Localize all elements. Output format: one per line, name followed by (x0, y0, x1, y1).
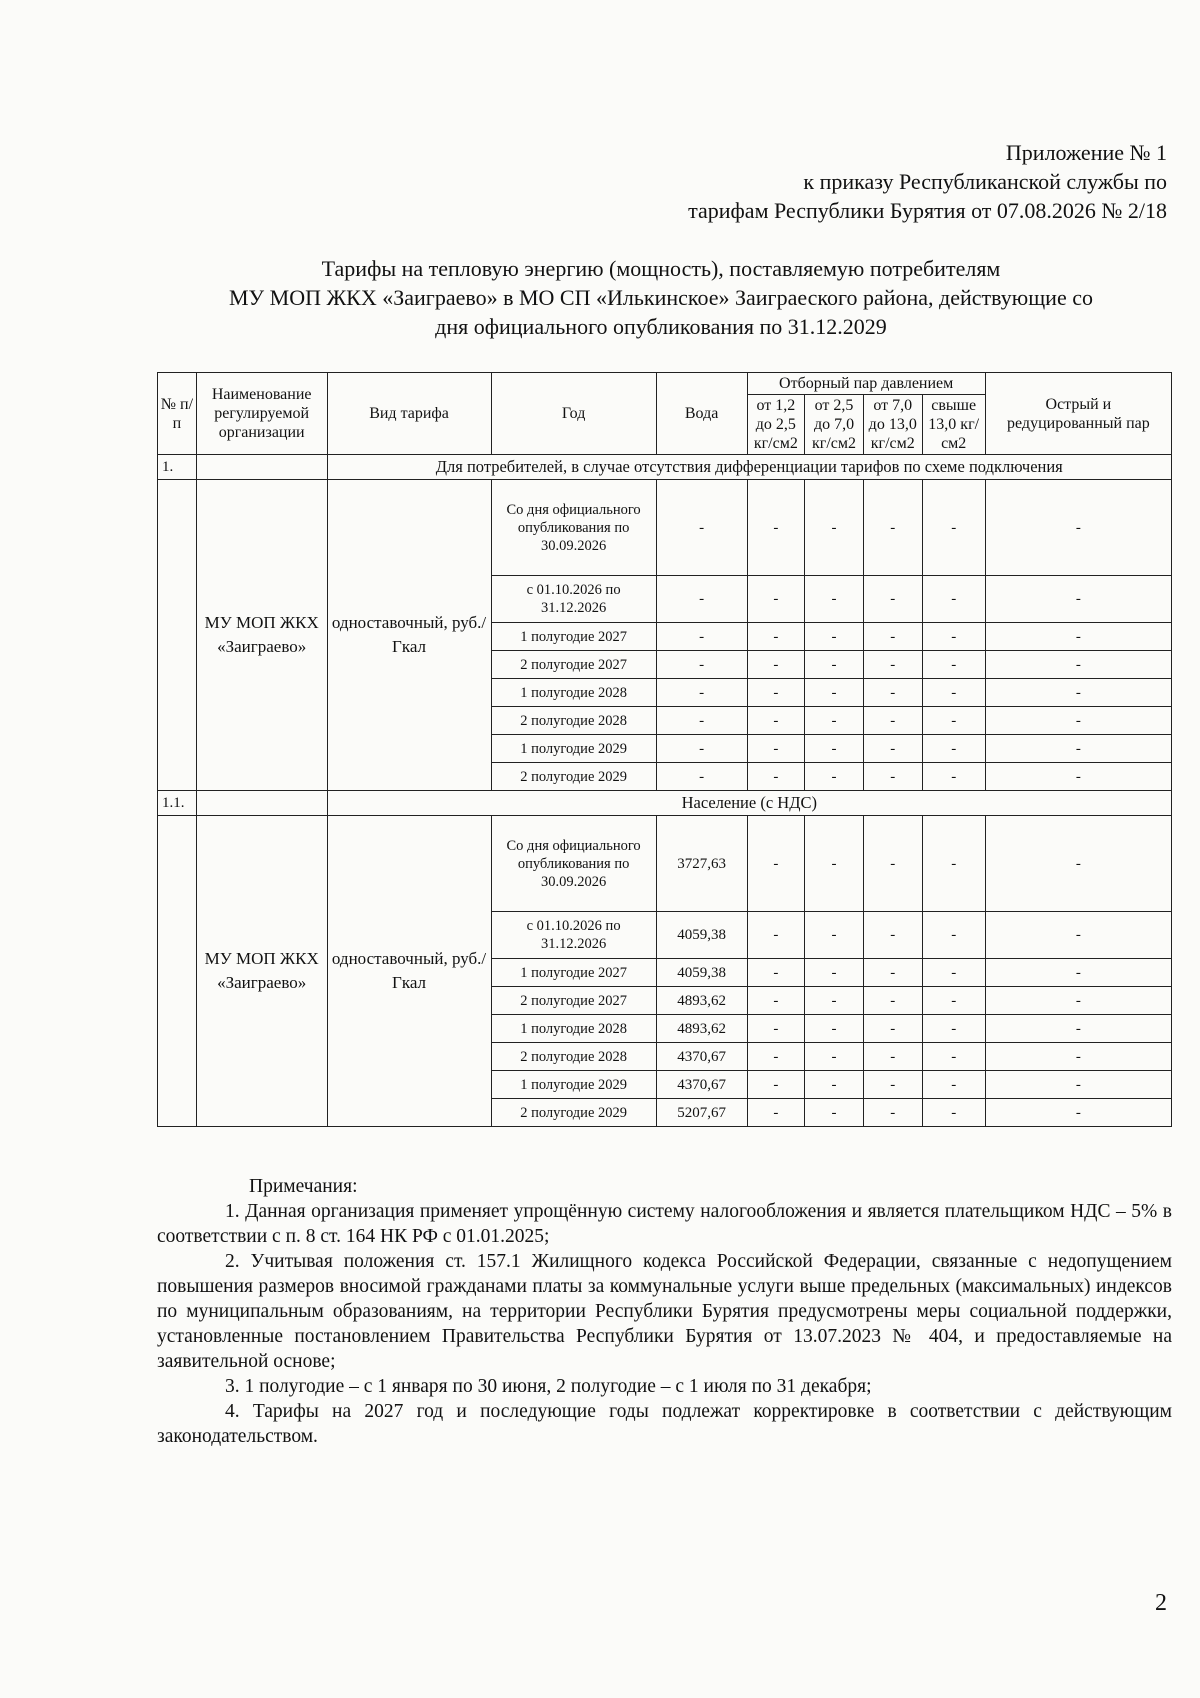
steam-4-cell: - (922, 1099, 985, 1127)
group-label: Население (с НДС) (327, 791, 1171, 816)
note-item: 1. Данная организация применяет упрощённую систему налогообложения и является плательщиком НДС – 5% в соответствии с п. 8 ст. 164 НК РФ с 01.01.2025; (157, 1201, 1172, 1247)
period-cell: 2 полугодие 2027 (491, 651, 656, 679)
water-cell: 4893,62 (656, 987, 747, 1015)
water-cell: - (656, 576, 747, 623)
title-line-3: дня официального опубликования по 31.12.2029 (435, 314, 887, 339)
steam-4-cell: - (922, 987, 985, 1015)
steam-4-cell: - (922, 623, 985, 651)
sharp-steam-cell: - (985, 707, 1171, 735)
water-cell: 4059,38 (656, 959, 747, 987)
steam-2-cell: - (805, 679, 864, 707)
sharp-steam-cell: - (985, 480, 1171, 576)
period-cell: 1 полугодие 2028 (491, 679, 656, 707)
period-cell: 2 полугодие 2029 (491, 1099, 656, 1127)
steam-1-cell: - (747, 1015, 805, 1043)
steam-2-cell: - (805, 1099, 864, 1127)
steam-1-cell: - (747, 707, 805, 735)
period-cell: 2 полугодие 2028 (491, 1043, 656, 1071)
steam-2-cell: - (805, 651, 864, 679)
steam-1-cell: - (747, 480, 805, 576)
appendix-header (688, 138, 1167, 225)
sharp-steam-cell: - (985, 576, 1171, 623)
steam-1-cell: - (747, 1099, 805, 1127)
group-label: Для потребителей, в случае отсутствия дифференциации тарифов по схеме подключения (327, 455, 1171, 480)
steam-1-cell: - (747, 959, 805, 987)
water-cell: 4893,62 (656, 1015, 747, 1043)
sharp-steam-cell: - (985, 623, 1171, 651)
period-cell: Со дня официального опубликования по 30.09.2026 (491, 816, 656, 912)
steam-3-cell: - (863, 480, 922, 576)
steam-3-cell: - (863, 679, 922, 707)
steam-1-cell: - (747, 735, 805, 763)
steam-1-cell: - (747, 651, 805, 679)
water-cell: 3727,63 (656, 816, 747, 912)
steam-2-cell: - (805, 763, 864, 791)
page-number: 2 (1155, 1590, 1167, 1616)
period-cell: 1 полугодие 2029 (491, 735, 656, 763)
water-cell: 4370,67 (656, 1071, 747, 1099)
sharp-steam-cell: - (985, 987, 1171, 1015)
period-cell: 2 полугодие 2027 (491, 987, 656, 1015)
period-cell: 1 полугодие 2029 (491, 1071, 656, 1099)
steam-1-cell: - (747, 763, 805, 791)
group-empty-cell (196, 455, 327, 480)
steam-3-cell: - (863, 651, 922, 679)
steam-1-cell: - (747, 1071, 805, 1099)
water-cell: - (656, 707, 747, 735)
steam-2-cell: - (805, 1015, 864, 1043)
period-cell: 2 полугодие 2029 (491, 763, 656, 791)
steam-3-cell: - (863, 1071, 922, 1099)
water-cell: - (656, 763, 747, 791)
steam-3-cell: - (863, 816, 922, 912)
steam-4-cell: - (922, 1043, 985, 1071)
water-cell: - (656, 679, 747, 707)
appendix-line-1: Приложение № 1 (1005, 140, 1167, 165)
tariff-kind: одноставочный, руб./Гкал (327, 480, 491, 791)
header-tariff-kind: Вид тарифа (327, 373, 491, 455)
sharp-steam-cell: - (985, 816, 1171, 912)
water-cell: - (656, 651, 747, 679)
notes-heading: Примечания: (249, 1176, 358, 1197)
header-steam-1: от 1,2 до 2,5 кг/см2 (747, 395, 805, 455)
sharp-steam-cell: - (985, 651, 1171, 679)
steam-2-cell: - (805, 707, 864, 735)
steam-3-cell: - (863, 623, 922, 651)
sharp-steam-cell: - (985, 1015, 1171, 1043)
steam-1-cell: - (747, 816, 805, 912)
period-cell: 2 полугодие 2028 (491, 707, 656, 735)
steam-4-cell: - (922, 912, 985, 959)
header-sharp-steam: Острый и редуцированный пар (985, 373, 1171, 455)
steam-3-cell: - (863, 763, 922, 791)
steam-2-cell: - (805, 1043, 864, 1071)
steam-3-cell: - (863, 735, 922, 763)
water-cell: 4370,67 (656, 1043, 747, 1071)
sharp-steam-cell: - (985, 912, 1171, 959)
group-header-row (158, 791, 1172, 816)
row-num-cell (158, 816, 197, 1127)
steam-4-cell: - (922, 576, 985, 623)
period-cell: 1 полугодие 2027 (491, 623, 656, 651)
steam-2-cell: - (805, 959, 864, 987)
sharp-steam-cell: - (985, 959, 1171, 987)
row-num-cell (158, 480, 197, 791)
title-line-1: Тарифы на тепловую энергию (мощность), поставляемую потребителям (321, 256, 1001, 281)
header-water: Вода (656, 373, 747, 455)
steam-2-cell: - (805, 1071, 864, 1099)
steam-1-cell: - (747, 912, 805, 959)
header-year: Год (491, 373, 656, 455)
steam-2-cell: - (805, 576, 864, 623)
steam-3-cell: - (863, 959, 922, 987)
table-row (158, 480, 1172, 576)
group-header-row (158, 455, 1172, 480)
steam-3-cell: - (863, 912, 922, 959)
steam-1-cell: - (747, 1043, 805, 1071)
steam-2-cell: - (805, 623, 864, 651)
steam-4-cell: - (922, 1015, 985, 1043)
tariff-table (157, 372, 1172, 1127)
steam-2-cell: - (805, 912, 864, 959)
group-num: 1.1. (158, 791, 197, 816)
steam-2-cell: - (805, 816, 864, 912)
org-name: МУ МОП ЖКХ «Заиграево» (196, 816, 327, 1127)
steam-4-cell: - (922, 735, 985, 763)
steam-2-cell: - (805, 735, 864, 763)
sharp-steam-cell: - (985, 763, 1171, 791)
water-cell: - (656, 735, 747, 763)
group-empty-cell (196, 791, 327, 816)
steam-4-cell: - (922, 959, 985, 987)
header-org: Наименование регулируемой организации (196, 373, 327, 455)
steam-1-cell: - (747, 987, 805, 1015)
sharp-steam-cell: - (985, 735, 1171, 763)
appendix-line-3: тарифам Республики Бурятия от 07.08.2026 № 2/18 (688, 198, 1167, 223)
steam-1-cell: - (747, 623, 805, 651)
sharp-steam-cell: - (985, 1071, 1171, 1099)
steam-4-cell: - (922, 816, 985, 912)
notes (157, 1174, 1172, 1449)
steam-4-cell: - (922, 651, 985, 679)
title-line-2: МУ МОП ЖКХ «Заиграево» в МО СП «Илькинское» Заиграеского района, действующие со (229, 285, 1093, 310)
steam-1-cell: - (747, 679, 805, 707)
sharp-steam-cell: - (985, 679, 1171, 707)
steam-4-cell: - (922, 1071, 985, 1099)
steam-1-cell: - (747, 576, 805, 623)
steam-2-cell: - (805, 480, 864, 576)
water-cell: - (656, 480, 747, 576)
period-cell: Со дня официального опубликования по 30.09.2026 (491, 480, 656, 576)
steam-4-cell: - (922, 679, 985, 707)
group-num: 1. (158, 455, 197, 480)
water-cell: 5207,67 (656, 1099, 747, 1127)
steam-4-cell: - (922, 707, 985, 735)
period-cell: с 01.10.2026 по 31.12.2026 (491, 576, 656, 623)
header-steam-2: от 2,5 до 7,0 кг/см2 (805, 395, 864, 455)
period-cell: 1 полугодие 2027 (491, 959, 656, 987)
header-num: № п/п (158, 373, 197, 455)
period-cell: 1 полугодие 2028 (491, 1015, 656, 1043)
steam-3-cell: - (863, 987, 922, 1015)
steam-4-cell: - (922, 763, 985, 791)
table-row (158, 816, 1172, 912)
steam-3-cell: - (863, 1015, 922, 1043)
sharp-steam-cell: - (985, 1099, 1171, 1127)
note-item: 4. Тарифы на 2027 год и последующие годы подлежат корректировке в соответствии с действующим законодательством. (157, 1401, 1172, 1447)
steam-3-cell: - (863, 1099, 922, 1127)
note-item: 2. Учитывая положения ст. 157.1 Жилищного кодекса Российской Федерации, связанные с недопущением повышения размеров вносимой гражданами платы за коммунальные услуги выше предельных (максимальных) индексов по муниципальным образованиям, на территории Республики Бурятия предусмотрены меры социальной поддержки, установленные постановлением Правительства Республики Бурятия от 13.07.2023 № 404, и предоставляемые на заявительной основе; (157, 1251, 1172, 1372)
org-name: МУ МОП ЖКХ «Заиграево» (196, 480, 327, 791)
header-steam-3: от 7,0 до 13,0 кг/см2 (863, 395, 922, 455)
sharp-steam-cell: - (985, 1043, 1171, 1071)
tariff-kind: одноставочный, руб./Гкал (327, 816, 491, 1127)
header-steam-group: Отборный пар давлением (747, 373, 985, 395)
note-item: 3. 1 полугодие – с 1 января по 30 июня, 2 полугодие – с 1 июля по 31 декабря; (225, 1376, 872, 1397)
header-steam-4: свыше 13,0 кг/см2 (922, 395, 985, 455)
document-title (150, 254, 1172, 341)
steam-2-cell: - (805, 987, 864, 1015)
water-cell: - (656, 623, 747, 651)
steam-4-cell: - (922, 480, 985, 576)
steam-3-cell: - (863, 707, 922, 735)
steam-3-cell: - (863, 1043, 922, 1071)
water-cell: 4059,38 (656, 912, 747, 959)
appendix-line-2: к приказу Республиканской службы по (803, 169, 1167, 194)
period-cell: с 01.10.2026 по 31.12.2026 (491, 912, 656, 959)
steam-3-cell: - (863, 576, 922, 623)
